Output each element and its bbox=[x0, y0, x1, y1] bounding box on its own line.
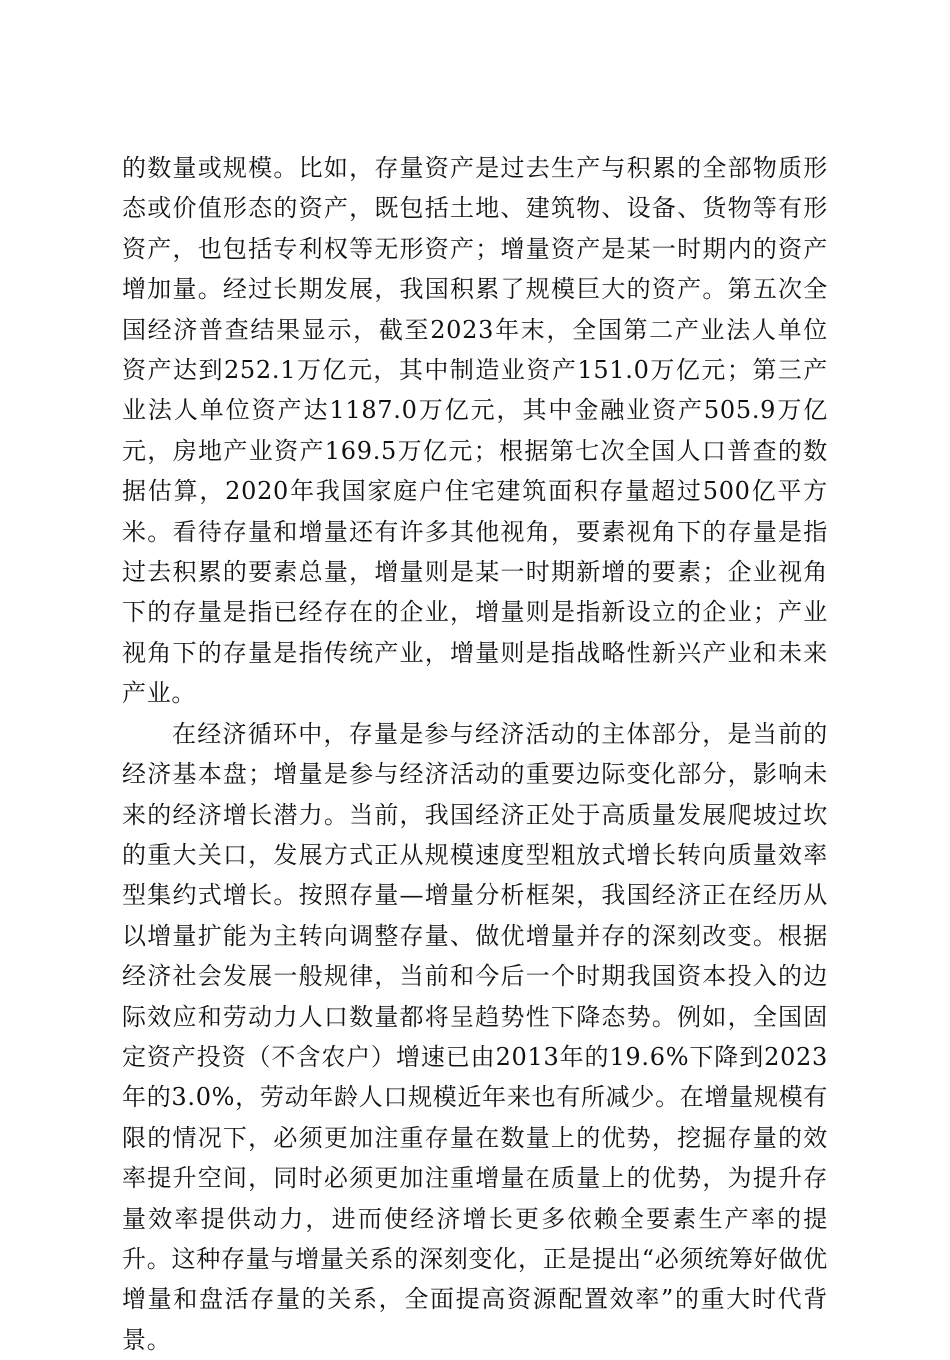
paragraph-economic-cycle: 在经济循环中，存量是参与经济活动的主体部分，是当前的经济基本盘；增量是参与经济活动的重要边际变化部分，影响未来的经济增长潜力。当前，我国经济正处于高质量发展爬坡过坎的重大关口，发展方式正从规模速度型粗放式增长转向质量效率型集约式增长。按照存量—增量分析框架，我国经济正在经历从以增量扩能为主转向调整存量、做优增量并存的深刻改变。根据经济社会发展一般规律，当前和今后一个时期我国资本投入的边际效应和劳动力人口数量都将呈趋势性下降态势。例如，全国固定资产投资（不含农户）增速已由2013年的19.6%下降到2023年的3.0%，劳动年龄人口规模近年来也有所减少。在增量规模有限的情况下，必须更加注重存量在数量上的优势，挖掘存量的效率提升空间，同时必须更加注重增量在质量上的优势，为提升存量效率提供动力，进而使经济增长更多依赖全要素生产率的提升。这种存量与增量关系的深刻变化，正是提出“必须统筹好做优增量和盘活存量的关系，全面提高资源配置效率”的重大时代背景。 bbox=[122, 719, 828, 1354]
body-text bbox=[122, 148, 828, 1360]
paragraph-continuation: 的数量或规模。比如，存量资产是过去生产与积累的全部物质形态或价值形态的资产，既包括土地、建筑物、设备、货物等有形资产，也包括专利权等无形资产；增量资产是某一时期内的资产增加量。经过长期发展，我国积累了规模巨大的资产。第五次全国经济普查结果显示，截至2023年末，全国第二产业法人单位资产达到252.1万亿元，其中制造业资产151.0万亿元；第三产业法人单位资产达1187.0万亿元，其中金融业资产505.9万亿元，房地产业资产169.5万亿元；根据第七次全国人口普查的数据估算，2020年我国家庭户住宅建筑面积存量超过500亿平方米。看待存量和增量还有许多其他视角，要素视角下的存量是指过去积累的要素总量，增量则是某一时期新增的要素；企业视角下的存量是指已经存在的企业，增量则是指新设立的企业；产业视角下的存量是指传统产业，增量则是指战略性新兴产业和未来产业。 bbox=[122, 154, 828, 708]
